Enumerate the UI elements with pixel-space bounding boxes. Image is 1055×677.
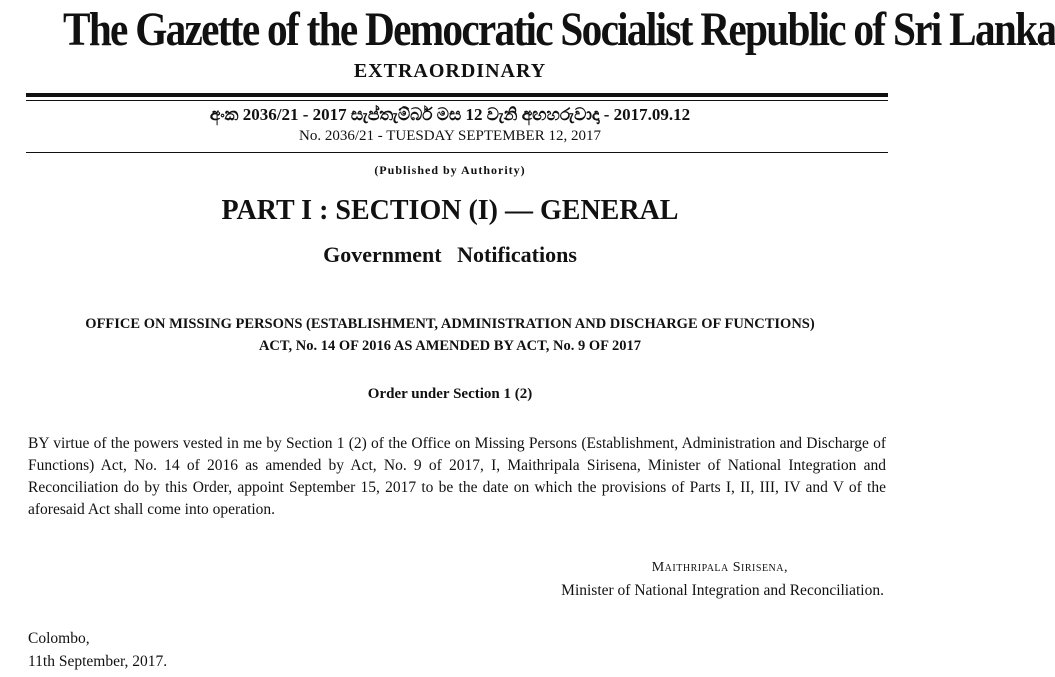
- place: Colombo,: [28, 630, 90, 647]
- signatory-title: Minister of National Integration and Reconciliation.: [561, 582, 884, 599]
- office-title-line-2: ACT, No. 14 OF 2016 AS AMENDED BY ACT, No. 9 OF 2017: [258, 338, 642, 354]
- issue-rule: [26, 152, 888, 153]
- issue-line: No. 2036/21 - TUESDAY SEPTEMBER 12, 2017: [299, 128, 601, 144]
- office-title: [0, 313, 900, 357]
- part-section-title: PART I : SECTION (I) — GENERAL: [221, 195, 679, 226]
- extraordinary-label: EXTRAORDINARY: [353, 60, 547, 82]
- office-title-line-1: OFFICE ON MISSING PERSONS (ESTABLISHMENT, ADMINISTRATION AND DISCHARGE OF FUNCTIONS): [85, 316, 815, 332]
- government-notifications-heading: Government Notifications: [323, 242, 577, 267]
- sinhala-issue-line: අංක 2036/21 - 2017 සැප්තැම්බර් මස 12 වැනි අඟහරුවාදා - 2017.09.12: [209, 105, 691, 124]
- gazette-masthead: The Gazette of the Democratic Socialist Republic of Sri Lanka: [63, 3, 1055, 56]
- header-rule-thin: [26, 100, 888, 101]
- signatory-name: Maithripala Sirisena,: [651, 560, 788, 575]
- header-rule-thick: [26, 93, 888, 97]
- date: 11th September, 2017.: [28, 653, 168, 670]
- published-by-authority: (Published by Authority): [374, 163, 526, 177]
- order-heading: Order under Section 1 (2): [367, 386, 533, 402]
- order-body: BY virtue of the powers vested in me by Section 1 (2) of the Office on Missing Persons (Establishment, Administration and Discharge of Functions) Act, No. 14 of 2016 as amended by Act, No. 9 of 2017, I, Maithripala Sirisena, Minister of National Integration and Reconciliation do by this Order, appoint September 15, 2017 to be the date on which the provisions of Parts I, II, III, IV and V of the aforesaid Act shall come into operation.: [28, 435, 886, 518]
